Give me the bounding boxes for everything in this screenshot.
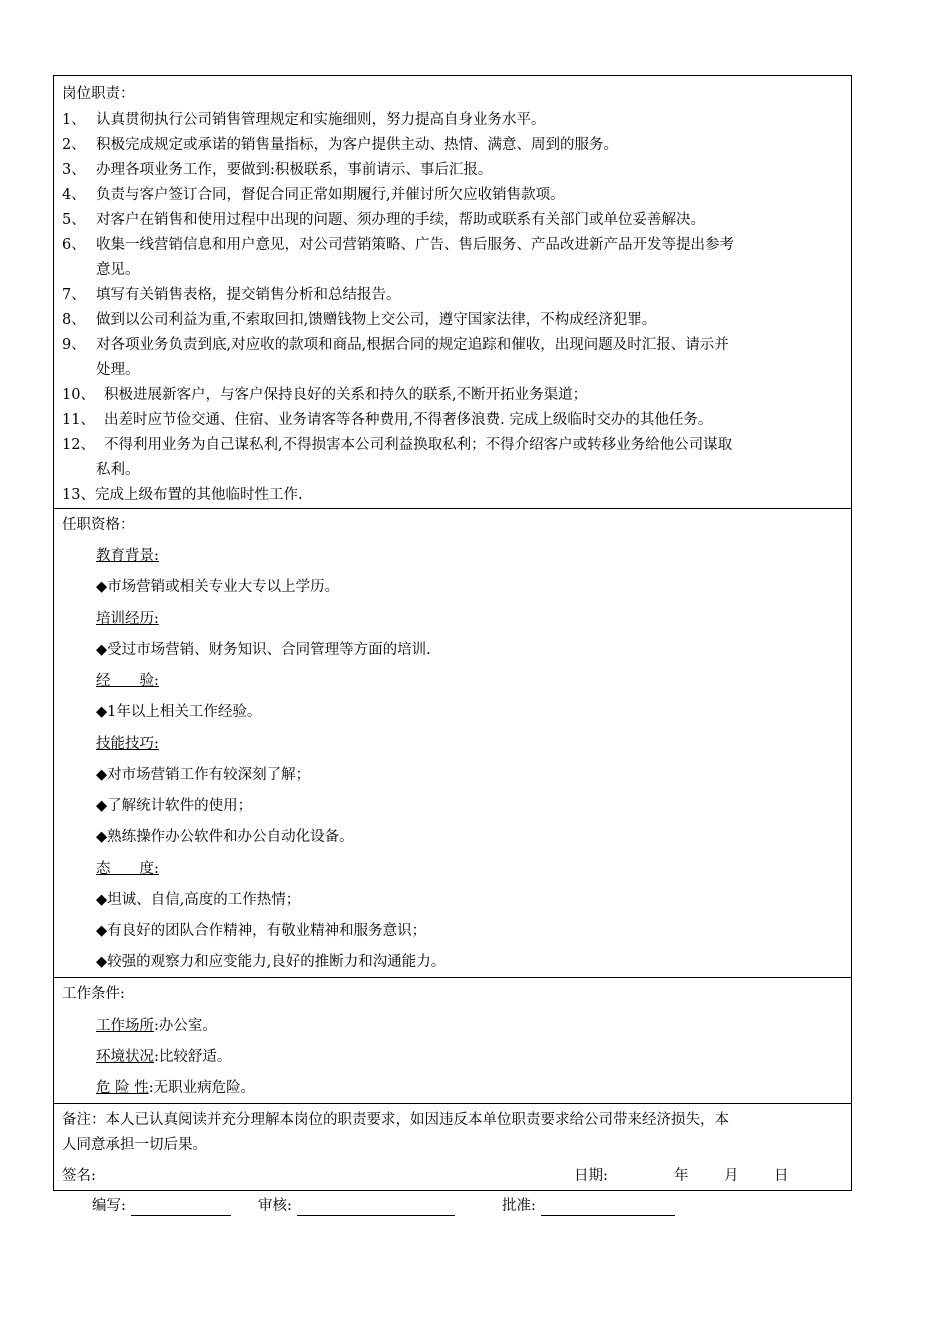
date-day: 日 [774, 1168, 789, 1184]
item-number: 7、 [62, 287, 86, 303]
item-number: 3、 [62, 162, 86, 178]
approve-blank[interactable] [541, 1199, 675, 1216]
item-continuation: 处理。 [96, 362, 140, 378]
item-number: 2、 [62, 137, 86, 153]
approve-label: 批准: [502, 1198, 536, 1214]
item-continuation: 私利。 [96, 462, 140, 478]
item-text: 对客户在销售和使用过程中出现的问题、须办理的手续，帮助或联系有关部门或单位妥善解决。 [96, 212, 705, 228]
skills-item: ◆对市场营销工作有较深刻了解； [96, 767, 311, 783]
hazard-label: 危 险 性 [96, 1080, 149, 1096]
training-label: 培训经历: [96, 611, 159, 627]
review-label: 审核: [258, 1198, 292, 1214]
item-text: 出差时应节俭交通、住宿、业务请客等各种费用,不得奢侈浪费. 完成上级临时交办的其他任务。 [104, 412, 713, 428]
item-number: 4、 [62, 187, 86, 203]
item-text: 负责与客户签订合同，督促合同正常如期履行,并催讨所欠应收销售款项。 [96, 187, 565, 203]
item-text: 填写有关销售表格，提交销售分析和总结报告。 [96, 287, 401, 303]
author-label: 编写: [92, 1198, 126, 1214]
item-text: 做到以公司利益为重,不索取回扣,馈赠钱物上交公司，遵守国家法律，不构成经济犯罪。 [96, 312, 657, 328]
remarks-line: 人同意承担一切后果。 [62, 1137, 207, 1153]
workplace-value: :办公室。 [154, 1018, 217, 1034]
skills-label: 技能技巧: [96, 736, 159, 752]
job-description-table [53, 75, 852, 1191]
remarks-line: 备注：本人已认真阅读并充分理解本岗位的职责要求，如因违反本单位职责要求给公司带来经济损失，本 [62, 1112, 729, 1128]
attitude-item: ◆坦诚、自信,高度的工作热情； [96, 892, 301, 908]
item-number: 5、 [62, 212, 86, 228]
education-item: ◆市场营销或相关专业大专以上学历。 [96, 579, 340, 595]
review-blank[interactable] [297, 1199, 455, 1216]
hazard-row [96, 1078, 255, 1098]
environment-label: 环境状况 [96, 1049, 154, 1065]
date-month: 月 [724, 1168, 739, 1184]
item-text: 办理各项业务工作，要做到:积极联系，事前请示、事后汇报。 [96, 162, 493, 178]
hazard-value: :无职业病危险。 [148, 1080, 256, 1096]
author-blank[interactable] [131, 1199, 231, 1216]
section-divider [54, 508, 851, 509]
review-field [258, 1196, 455, 1216]
date-label: 日期: [574, 1168, 608, 1184]
environment-value: :比较舒适。 [154, 1049, 232, 1065]
attitude-label: 态 度: [96, 861, 159, 877]
date-year: 年 [674, 1168, 689, 1184]
section-divider [54, 977, 851, 978]
item-number: 1、 [62, 112, 86, 128]
item-text: 13、完成上级布置的其他临时性工作. [62, 487, 303, 503]
item-text: 积极进展新客户，与客户保持良好的关系和持久的联系,不断开拓业务渠道； [104, 387, 588, 403]
education-label: 教育背景: [96, 548, 159, 564]
item-text: 收集一线营销信息和用户意见，对公司营销策略、广告、售后服务、产品改进新产品开发等提出参考 [96, 237, 734, 253]
item-number: 11、 [62, 412, 95, 428]
item-text: 对各项业务负责到底,对应收的款项和商品,根据合同的规定追踪和催收，出现问题及时汇报、请示并 [96, 337, 729, 353]
attitude-item: ◆较强的观察力和应变能力,良好的推断力和沟通能力。 [96, 954, 446, 970]
signature-label: 签名: [62, 1168, 96, 1184]
item-text: 积极完成规定或承诺的销售量指标，为客户提供主动、热情、满意、周到的服务。 [96, 137, 618, 153]
conditions-heading: 工作条件: [62, 986, 125, 1002]
section-divider [54, 1103, 851, 1104]
skills-item: ◆熟练操作办公软件和办公自动化设备。 [96, 829, 354, 845]
workplace-row [96, 1016, 217, 1036]
workplace-label: 工作场所 [96, 1018, 154, 1034]
author-field [92, 1196, 231, 1216]
skills-item: ◆了解统计软件的使用； [96, 798, 253, 814]
item-number: 9、 [62, 337, 86, 353]
qualifications-heading: 任职资格： [62, 517, 135, 533]
environment-row [96, 1047, 231, 1067]
experience-label: 经 验: [96, 673, 159, 689]
item-continuation: 意见。 [96, 262, 140, 278]
item-text: 不得利用业务为自己谋私利,不得损害本公司利益换取私利；不得介绍客户或转移业务给他公司谋取 [104, 437, 733, 453]
training-item: ◆受过市场营销、财务知识、合同管理等方面的培训. [96, 642, 431, 658]
attitude-item: ◆有良好的团队合作精神，有敬业精神和服务意识； [96, 923, 427, 939]
item-text: 认真贯彻执行公司销售管理规定和实施细则，努力提高自身业务水平。 [96, 112, 546, 128]
duties-heading: 岗位职责： [62, 86, 135, 102]
item-number: 8、 [62, 312, 86, 328]
experience-item: ◆1年以上相关工作经验。 [96, 704, 262, 720]
item-number: 6、 [62, 237, 86, 253]
item-number: 10、 [62, 387, 95, 403]
item-number: 12、 [62, 437, 95, 453]
approve-field [502, 1196, 675, 1216]
